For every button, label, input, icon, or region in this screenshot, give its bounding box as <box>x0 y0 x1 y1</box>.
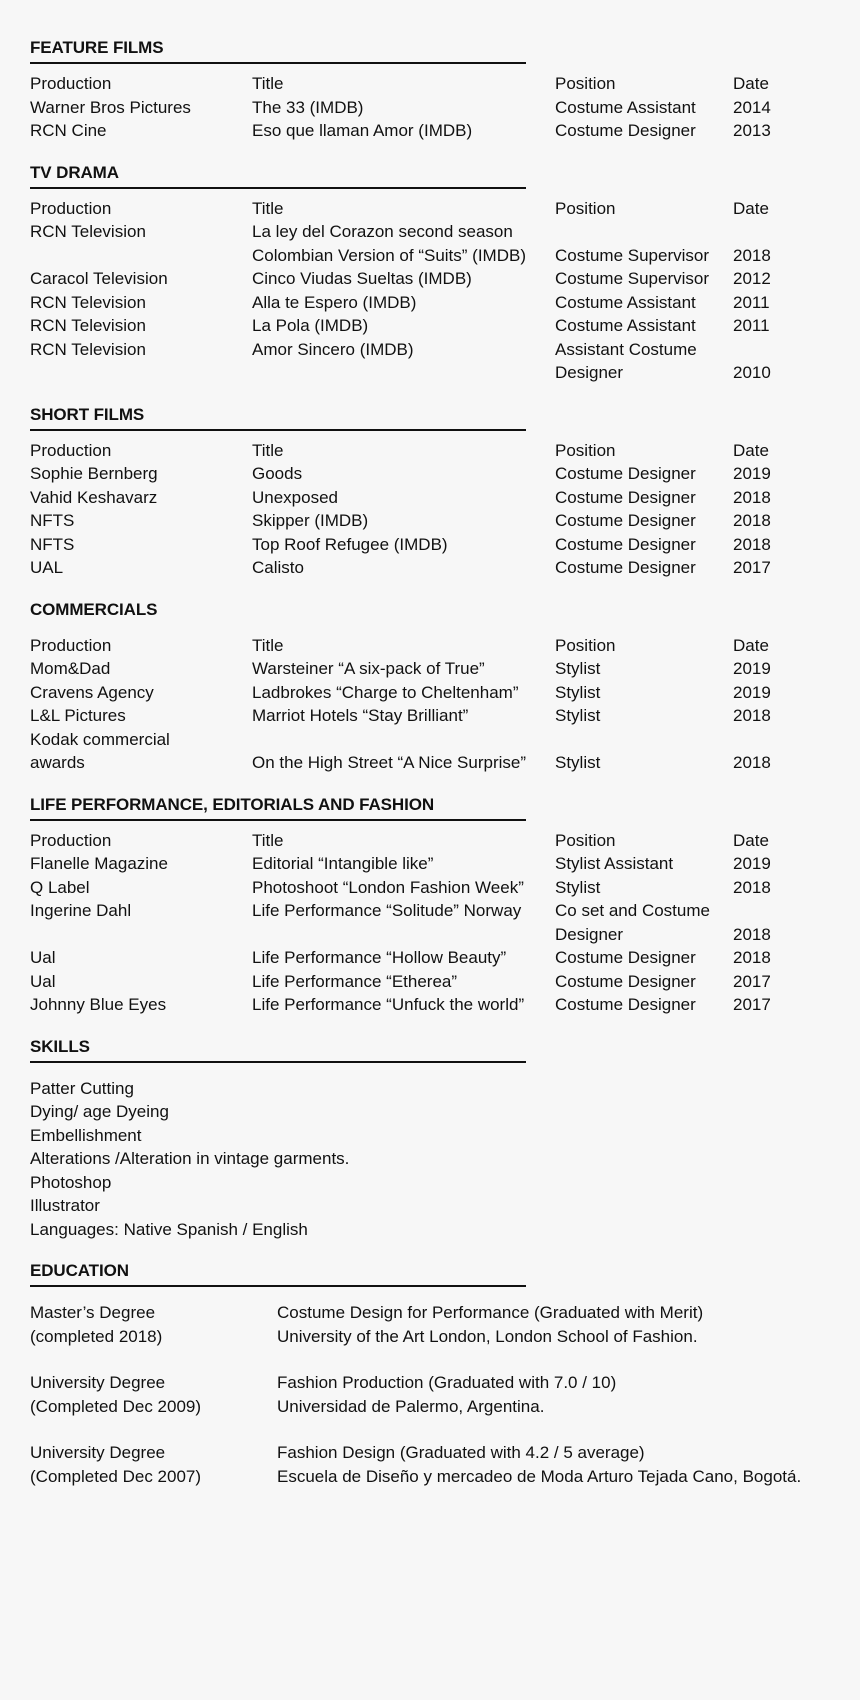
date-cell: 2010 <box>733 363 771 382</box>
education-course: Fashion Production (Graduated with 7.0 / 10) <box>277 1373 617 1392</box>
title-cell: Marriot Hotels “Stay Brilliant” <box>252 706 469 725</box>
production-cell: Ual <box>30 971 56 991</box>
section-title: TV DRAMA <box>30 162 119 182</box>
education-completed: (Completed Dec 2007) <box>30 1466 202 1486</box>
production-cell: RCN Television <box>30 339 146 359</box>
title-cell: La ley del Corazon second season <box>252 222 513 241</box>
column-header-title: Title <box>252 830 284 850</box>
section-rule <box>30 1285 526 1287</box>
table-row <box>30 899 830 923</box>
position-cell: Costume Assistant <box>555 316 696 335</box>
education-entry <box>30 1441 830 1488</box>
table-row <box>30 119 830 143</box>
date-cell: 2013 <box>733 121 771 140</box>
title-cell: Unexposed <box>252 487 339 507</box>
education-institution: Escuela de Diseño y mercadeo de Moda Arturo Tejada Cano, Bogotá. <box>277 1466 802 1486</box>
education-detail-block <box>277 1441 801 1488</box>
section-title: LIFE PERFORMANCE, EDITORIALS AND FASHION <box>30 794 435 814</box>
date-cell: 2018 <box>733 487 771 507</box>
date-cell: 2018 <box>733 877 771 897</box>
column-header-date: Date <box>733 198 769 218</box>
table-row <box>30 728 830 752</box>
section-title: EDUCATION <box>30 1261 129 1280</box>
education-degree: University Degree <box>30 1443 166 1462</box>
education-list <box>30 1301 830 1488</box>
title-cell: Life Performance “Unfuck the world” <box>252 995 525 1014</box>
column-header-position: Position <box>555 74 616 93</box>
education-degree-block <box>30 1301 162 1348</box>
title-cell: Warsteiner “A six-pack of True” <box>252 659 485 678</box>
position-cell: Costume Designer <box>555 948 696 967</box>
section-title: SKILLS <box>30 1036 90 1056</box>
education-detail-block <box>277 1301 703 1348</box>
date-cell: 2018 <box>733 534 771 554</box>
table-row <box>30 704 830 728</box>
table-row <box>30 314 830 338</box>
section-life-performance <box>30 793 830 1017</box>
production-cell: RCN Television <box>30 316 146 335</box>
position-cell: Costume Designer <box>555 558 696 577</box>
title-cell: Eso que llaman Amor (IMDB) <box>252 121 473 140</box>
section-rule <box>30 1061 526 1063</box>
column-header-title: Title <box>252 440 284 460</box>
column-header-position: Position <box>555 440 616 460</box>
production-cell: Kodak commercial <box>30 729 170 749</box>
section-title: SHORT FILMS <box>30 404 145 424</box>
column-header-position: Position <box>555 635 616 655</box>
table-header-row <box>30 72 830 96</box>
position-cell: Costume Supervisor <box>555 269 710 288</box>
skill-item: Illustrator <box>30 1196 100 1215</box>
section-skills <box>30 1035 830 1242</box>
date-cell: 2019 <box>733 682 771 702</box>
section-feature-films <box>30 36 830 143</box>
skill-item: Embellishment <box>30 1125 142 1145</box>
column-header-production: Production <box>30 830 112 850</box>
table-row <box>30 681 830 705</box>
production-cell: Mom&Dad <box>30 659 111 678</box>
column-header-title: Title <box>252 74 284 93</box>
position-cell: Costume Assistant <box>555 97 696 117</box>
skills-list <box>30 1077 830 1242</box>
production-cell: Johnny Blue Eyes <box>30 995 167 1014</box>
column-header-title: Title <box>252 635 284 655</box>
table-row <box>30 244 830 268</box>
table-header-row <box>30 439 830 463</box>
section-short-films <box>30 403 830 580</box>
column-header-position: Position <box>555 198 616 218</box>
date-cell: 2017 <box>733 971 771 991</box>
date-cell: 2018 <box>733 924 771 944</box>
production-cell: Ual <box>30 948 56 967</box>
position-cell: Stylist <box>555 682 601 702</box>
title-cell: Amor Sincero (IMDB) <box>252 339 414 359</box>
education-entry <box>30 1301 830 1348</box>
column-header-date: Date <box>733 635 769 655</box>
date-cell: 2018 <box>733 245 771 265</box>
column-header-title: Title <box>252 198 284 218</box>
skill-item: Alterations /Alteration in vintage garments. <box>30 1149 350 1168</box>
title-cell: La Pola (IMDB) <box>252 316 369 335</box>
position-cell: Stylist <box>555 659 601 678</box>
position-cell: Designer <box>555 363 624 382</box>
table-row <box>30 96 830 120</box>
production-cell: RCN Television <box>30 222 146 241</box>
section-tv-drama <box>30 161 830 385</box>
production-cell: Sophie Bernberg <box>30 464 158 483</box>
table-row <box>30 338 830 362</box>
production-cell: NFTS <box>30 534 75 554</box>
title-cell: Calisto <box>252 558 304 577</box>
position-cell: Costume Designer <box>555 121 696 140</box>
production-cell: RCN Television <box>30 292 146 312</box>
table-row <box>30 876 830 900</box>
position-cell: Costume Supervisor <box>555 245 710 265</box>
production-cell: Q Label <box>30 877 90 897</box>
skill-item: Patter Cutting <box>30 1078 134 1098</box>
section-rule <box>30 429 526 431</box>
production-cell: NFTS <box>30 511 75 530</box>
column-header-production: Production <box>30 635 112 655</box>
production-cell: UAL <box>30 558 64 577</box>
education-completed: (Completed Dec 2009) <box>30 1396 202 1416</box>
table-row <box>30 946 830 970</box>
education-completed: (completed 2018) <box>30 1326 163 1346</box>
education-course: Costume Design for Performance (Graduated with Merit) <box>277 1303 704 1322</box>
column-header-production: Production <box>30 74 112 93</box>
section-rule <box>30 187 526 189</box>
column-header-date: Date <box>733 74 769 93</box>
production-cell: awards <box>30 753 85 772</box>
position-cell: Costume Designer <box>555 511 696 530</box>
skill-item: Languages: Native Spanish / English <box>30 1219 308 1239</box>
title-cell: Cinco Viudas Sueltas (IMDB) <box>252 269 472 288</box>
title-cell: On the High Street “A Nice Surprise” <box>252 753 527 772</box>
section-commercials <box>30 598 830 775</box>
table-row <box>30 462 830 486</box>
title-cell: Life Performance “Hollow Beauty” <box>252 948 507 967</box>
date-cell: 2019 <box>733 854 771 873</box>
table-row <box>30 220 830 244</box>
date-cell: 2014 <box>733 97 771 117</box>
date-cell: 2017 <box>733 558 771 577</box>
section-title: COMMERCIALS <box>30 599 158 619</box>
position-cell: Costume Designer <box>555 995 696 1014</box>
position-cell: Costume Designer <box>555 534 696 554</box>
date-cell: 2011 <box>733 292 770 312</box>
position-cell: Assistant Costume <box>555 339 697 359</box>
production-cell: L&L Pictures <box>30 706 126 725</box>
date-cell: 2012 <box>733 269 771 288</box>
position-cell: Stylist <box>555 753 601 772</box>
table-row <box>30 556 830 580</box>
date-cell: 2018 <box>733 511 771 530</box>
production-cell: Ingerine Dahl <box>30 901 132 920</box>
table-row <box>30 361 830 385</box>
title-cell: Top Roof Refugee (IMDB) <box>252 534 448 554</box>
table-header-row <box>30 197 830 221</box>
table-row <box>30 486 830 510</box>
skill-item: Photoshop <box>30 1172 112 1192</box>
education-degree: University Degree <box>30 1373 166 1392</box>
table-header-row <box>30 634 830 658</box>
column-header-production: Production <box>30 440 112 460</box>
table-row <box>30 751 830 775</box>
position-cell: Costume Designer <box>555 464 696 483</box>
production-cell: Cravens Agency <box>30 682 154 702</box>
position-cell: Costume Assistant <box>555 292 696 312</box>
title-cell: Life Performance “Solitude” Norway <box>252 901 522 920</box>
production-cell: RCN Cine <box>30 121 107 140</box>
table-row <box>30 923 830 947</box>
section-rule-spacer <box>30 624 526 626</box>
table-row <box>30 267 830 291</box>
title-cell: Alla te Espero (IMDB) <box>252 292 417 312</box>
production-cell: Warner Bros Pictures <box>30 97 191 117</box>
education-course: Fashion Design (Graduated with 4.2 / 5 average) <box>277 1443 645 1462</box>
date-cell: 2019 <box>733 464 771 483</box>
table-header-row <box>30 829 830 853</box>
title-cell: Photoshoot “London Fashion Week” <box>252 877 524 897</box>
education-degree-block <box>30 1441 201 1488</box>
production-cell: Vahid Keshavarz <box>30 487 158 507</box>
education-degree: Master’s Degree <box>30 1303 156 1322</box>
table-row <box>30 291 830 315</box>
education-entry <box>30 1371 830 1418</box>
date-cell: 2018 <box>733 948 771 967</box>
education-detail-block <box>277 1371 616 1418</box>
position-cell: Costume Designer <box>555 971 696 991</box>
date-cell: 2018 <box>733 753 771 772</box>
column-header-date: Date <box>733 440 769 460</box>
table-row <box>30 533 830 557</box>
position-cell: Designer <box>555 924 624 944</box>
section-title: FEATURE FILMS <box>30 38 164 57</box>
position-cell: Co set and Costume <box>555 901 710 920</box>
date-cell: 2011 <box>733 316 770 335</box>
table-row <box>30 993 830 1017</box>
table-row <box>30 852 830 876</box>
position-cell: Costume Designer <box>555 487 696 507</box>
education-degree-block <box>30 1371 201 1418</box>
position-cell: Stylist Assistant <box>555 854 674 873</box>
title-cell: Skipper (IMDB) <box>252 511 369 530</box>
table-row <box>30 970 830 994</box>
title-cell: Editorial “Intangible like” <box>252 854 434 873</box>
education-institution: Universidad de Palermo, Argentina. <box>277 1396 545 1416</box>
section-rule <box>30 62 526 64</box>
title-cell: Life Performance “Etherea” <box>252 971 458 991</box>
column-header-position: Position <box>555 830 616 850</box>
education-institution: University of the Art London, London School of Fashion. <box>277 1326 698 1346</box>
title-cell: Ladbrokes “Charge to Cheltenham” <box>252 682 519 702</box>
title-cell: The 33 (IMDB) <box>252 97 364 117</box>
table-row <box>30 509 830 533</box>
table-row <box>30 657 830 681</box>
section-education <box>30 1259 830 1488</box>
production-cell: Flanelle Magazine <box>30 854 168 873</box>
position-cell: Stylist <box>555 706 601 725</box>
title-cell: Colombian Version of “Suits” (IMDB) <box>252 245 526 265</box>
column-header-date: Date <box>733 830 769 850</box>
skill-item: Dying/ age Dyeing <box>30 1102 169 1121</box>
title-cell: Goods <box>252 464 303 483</box>
column-header-production: Production <box>30 198 112 218</box>
section-rule <box>30 819 526 821</box>
position-cell: Stylist <box>555 877 601 897</box>
date-cell: 2017 <box>733 995 771 1014</box>
date-cell: 2019 <box>733 659 771 678</box>
date-cell: 2018 <box>733 706 771 725</box>
production-cell: Caracol Television <box>30 269 168 288</box>
